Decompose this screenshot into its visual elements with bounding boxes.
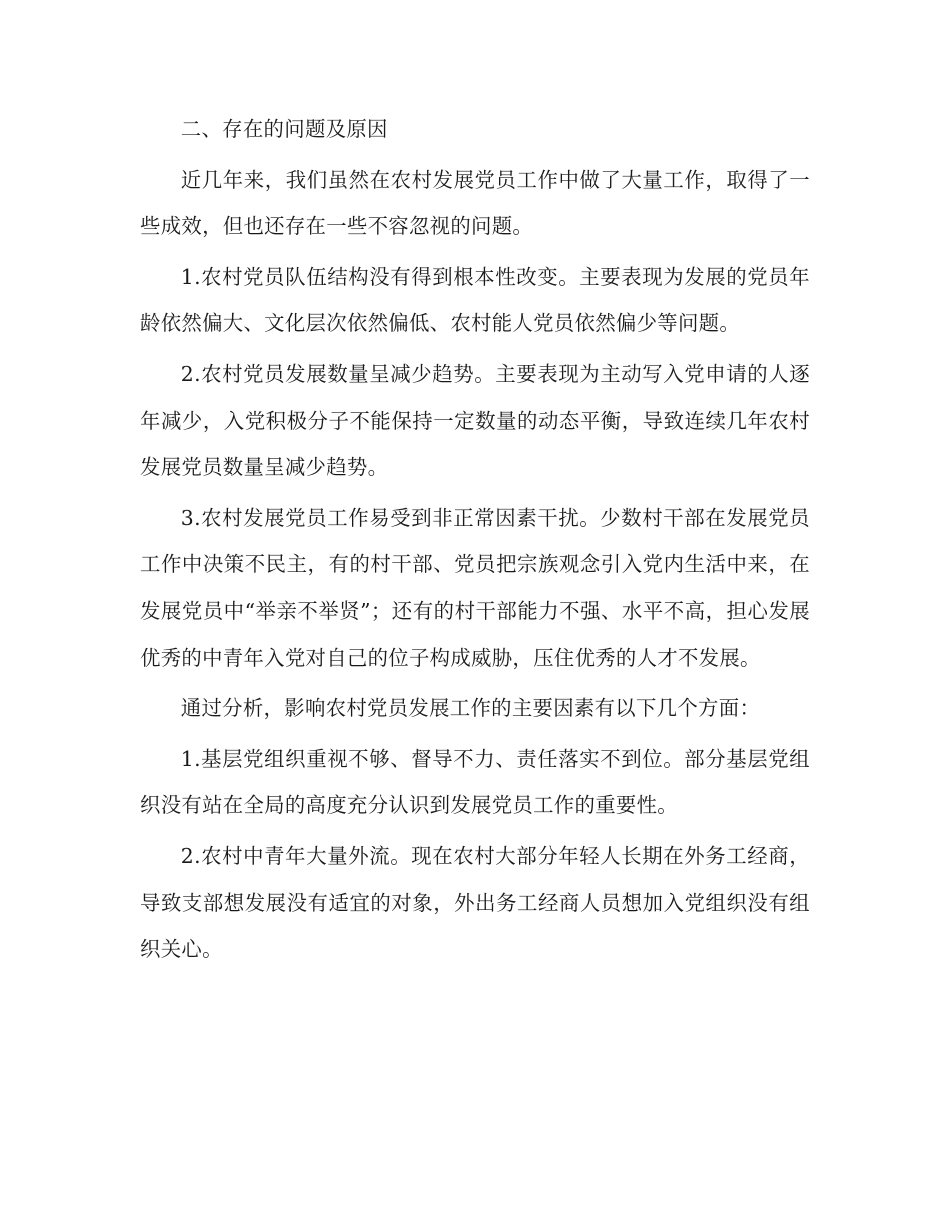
paragraph-intro: 近几年来，我们虽然在农村发展党员工作中做了大量工作，取得了一些成效，但也还存在一些不容忽视的问题。 xyxy=(140,167,810,239)
document-body xyxy=(140,106,810,977)
paragraph-problem-1: 1.农村党员队伍结构没有得到根本性改变。主要表现为发展的党员年龄依然偏大、文化层次依然偏低、农村能人党员依然偏少等问题。 xyxy=(140,264,810,336)
paragraph-analysis-intro: 通过分析，影响农村党员发展工作的主要因素有以下几个方面： xyxy=(180,696,761,721)
paragraph-problem-2: 2.农村党员发展数量呈减少趋势。主要表现为主动写入党申请的人逐年减少，入党积极分子不能保持一定数量的动态平衡，导致连续几年农村发展党员数量呈减少趋势。 xyxy=(140,361,810,480)
section-heading: 二、存在的问题及原因 xyxy=(180,117,388,141)
paragraph-cause-1: 1.基层党组织重视不够、督导不力、责任落实不到位。部分基层党组织没有站在全局的高度充分认识到发展党员工作的重要性。 xyxy=(140,746,810,818)
paragraph-problem-3: 3.农村发展党员工作易受到非正常因素干扰。少数村干部在发展党员工作中决策不民主，有的村干部、党员把宗族观念引入党内生活中来，在发展党员中“举亲不举贤”；还有的村干部能力不强、水平不高，担心发展优秀的中青年入党对自己的位子构成威胁，压住优秀的人才不发展。 xyxy=(140,505,810,670)
paragraph-cause-2: 2.农村中青年大量外流。现在农村大部分年轻人长期在外务工经商，导致支部想发展没有适宜的对象，外出务工经商人员想加入党组织没有组织关心。 xyxy=(140,843,810,962)
